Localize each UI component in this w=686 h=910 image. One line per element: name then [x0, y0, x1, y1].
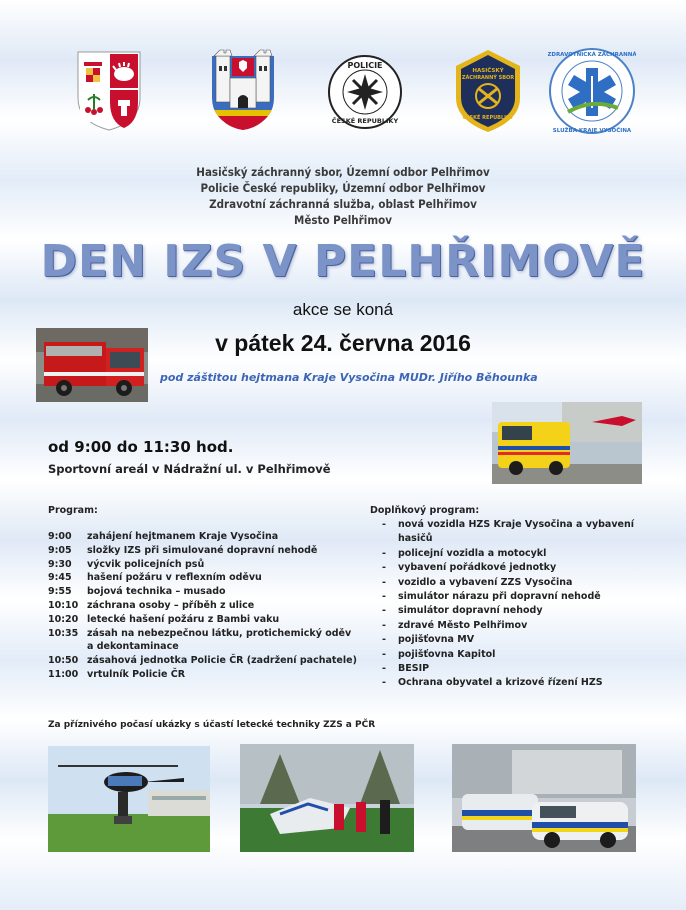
event-date: v pátek 24. června 2016 [215, 330, 471, 356]
svg-text:POLICIE: POLICIE [347, 61, 383, 70]
extra-program-item [370, 547, 640, 561]
program-item-text: hašení požáru v reflexním oděvu [87, 572, 262, 584]
program-item-time: 9:00 [48, 531, 72, 542]
page-title: DEN IZS V PELHŘIMOVĚ [40, 236, 646, 287]
program-item-time: 11:00 [48, 668, 79, 680]
extra-program-item-text: vybavení pořádkové jednotky [398, 562, 557, 574]
extra-program-heading: Doplňkový program: [370, 505, 480, 516]
program-item [48, 640, 358, 654]
extra-program-item [370, 561, 640, 575]
organizer-zzs: Zdravotní záchranná služba, oblast Pelhřimov [209, 197, 477, 211]
extra-program-item [370, 676, 640, 690]
event-venue: Sportovní areál v Nádražní ul. v Pelhřimově [48, 462, 331, 476]
extra-program-item-text: vozidlo a vybavení ZZS Vysočina [398, 576, 573, 588]
program-item-text: a dekontaminace [87, 641, 179, 653]
extra-program-item [370, 576, 640, 590]
extra-program-item-text: pojišťovna MV [398, 634, 475, 646]
program-item-text: výcvik policejních psů [87, 558, 205, 570]
extra-program-item [370, 518, 640, 532]
extra-program-item-text: hasičů [398, 533, 433, 545]
program-item-time: 10:35 [48, 627, 79, 639]
program-item [48, 627, 358, 641]
extra-program-item-text: simulátor nárazu při dopravní nehodě [398, 591, 601, 603]
program-item-time: 9:55 [48, 586, 72, 598]
bullet-dash: - [382, 634, 386, 646]
program-item-text: záchrana osoby – příběh z ulice [87, 599, 255, 611]
bullet-dash: - [382, 663, 386, 675]
program-heading: Program: [48, 505, 98, 516]
extra-program-item [370, 648, 640, 662]
bullet-dash [370, 532, 398, 546]
pelhrimov-coat-of-arms [208, 48, 278, 132]
bullet-dash: - [382, 519, 386, 530]
bullet-dash: - [382, 648, 386, 660]
program-item [48, 654, 358, 668]
helicopter-field-photo [48, 746, 210, 852]
kraj-vysocina-coat-of-arms [74, 48, 144, 132]
bullet-dash: - [382, 677, 386, 689]
bullet-dash: - [382, 562, 386, 574]
ambulance-photo [492, 402, 642, 484]
extra-program-item [370, 619, 640, 633]
program-item-text: letecké hašení požáru z Bambi vaku [87, 613, 280, 625]
program-item-text: zahájení hejtmanem Kraje Vysočina [87, 531, 279, 542]
accident-simulation-photo [240, 744, 414, 852]
program-item-text: bojová technika – musado [87, 586, 226, 598]
extra-program-item-text: pojišťovna Kapitol [398, 648, 496, 660]
program-item [48, 571, 358, 585]
policie-badge [322, 48, 408, 132]
bullet-dash: - [382, 547, 386, 559]
extra-program-list [370, 518, 640, 691]
program-item [48, 613, 358, 627]
extra-program-item-text: nová vozidla HZS Kraje Vysočina a vybavení [398, 519, 634, 530]
extra-program-item [370, 604, 640, 618]
svg-text:ČESKÉ REPUBLIKY: ČESKÉ REPUBLIKY [331, 117, 399, 125]
extra-program-item-text: policejní vozidla a motocykl [398, 547, 547, 559]
extra-program-item [370, 662, 640, 676]
program-item-time [48, 640, 87, 654]
program-item-time: 10:20 [48, 613, 79, 625]
program-item [48, 668, 358, 682]
program-item [48, 544, 358, 558]
svg-text:ZDRAVOTNICKÁ ZÁCHRANNÁ: ZDRAVOTNICKÁ ZÁCHRANNÁ [548, 52, 636, 58]
program-item-text: složky IZS při simulované dopravní nehodě [87, 544, 318, 556]
bullet-dash: - [382, 591, 386, 603]
weather-note: Za příznivého počasí ukázky s účastí letecké techniky ZZS a PČR [48, 720, 376, 730]
extra-program-item-text: zdravé Město Pelhřimov [398, 619, 528, 631]
svg-text:ČESKÉ REPUBLIKY: ČESKÉ REPUBLIKY [462, 115, 514, 121]
fire-truck-photo [36, 328, 148, 402]
program-item-time: 9:05 [48, 544, 72, 556]
extra-program-item-text: Ochrana obyvatel a krizové řízení HZS [398, 677, 603, 689]
bullet-dash: - [382, 605, 386, 617]
program-list [48, 530, 358, 682]
program-item-text: vrtulník Policie ČR [87, 668, 186, 680]
program-item-time: 10:10 [48, 599, 79, 611]
bullet-dash: - [382, 619, 386, 631]
event-time: od 9:00 do 11:30 hod. [48, 438, 234, 456]
extra-program-item [370, 532, 640, 546]
bullet-dash: - [382, 576, 386, 588]
organizer-policie: Policie České republiky, Územní odbor Pelhřimov [200, 181, 486, 195]
organizer-hzs: Hasičský záchranný sbor, Územní odbor Pelhřimov [196, 165, 490, 179]
program-item [48, 585, 358, 599]
organizer-mesto: Město Pelhřimov [294, 213, 392, 227]
zzs-logo [548, 46, 636, 136]
svg-text:HASIČSKÝ: HASIČSKÝ [472, 68, 504, 74]
program-item [48, 530, 358, 544]
extra-program-item [370, 590, 640, 604]
svg-text:ZÁCHRANNÝ SBOR: ZÁCHRANNÝ SBOR [461, 75, 515, 81]
hasici-badge [452, 48, 524, 132]
program-item-text: zásahová jednotka Policie ČR (zadržení pachatele) [87, 655, 357, 667]
program-item-time: 9:30 [48, 558, 72, 570]
extra-program-item-text: BESIP [398, 663, 430, 675]
extra-program-item [370, 633, 640, 647]
subtitle: akce se koná [292, 300, 394, 319]
program-item [48, 599, 358, 613]
patronage: pod záštitou hejtmana Kraje Vysočina MUDr. Jiřího Běhounka [160, 371, 538, 384]
program-item [48, 558, 358, 572]
program-item-time: 9:45 [48, 572, 72, 584]
organizers [0, 164, 686, 228]
program-item-text: zásah na nebezpečnou látku, protichemický oděv [87, 627, 352, 639]
extra-program-item-text: simulátor dopravní nehody [398, 605, 543, 617]
program-item-time: 10:50 [48, 655, 79, 667]
police-cars-photo [452, 744, 636, 852]
svg-text:SLUŽBA KRAJE VYSOČINA: SLUŽBA KRAJE VYSOČINA [552, 128, 632, 134]
